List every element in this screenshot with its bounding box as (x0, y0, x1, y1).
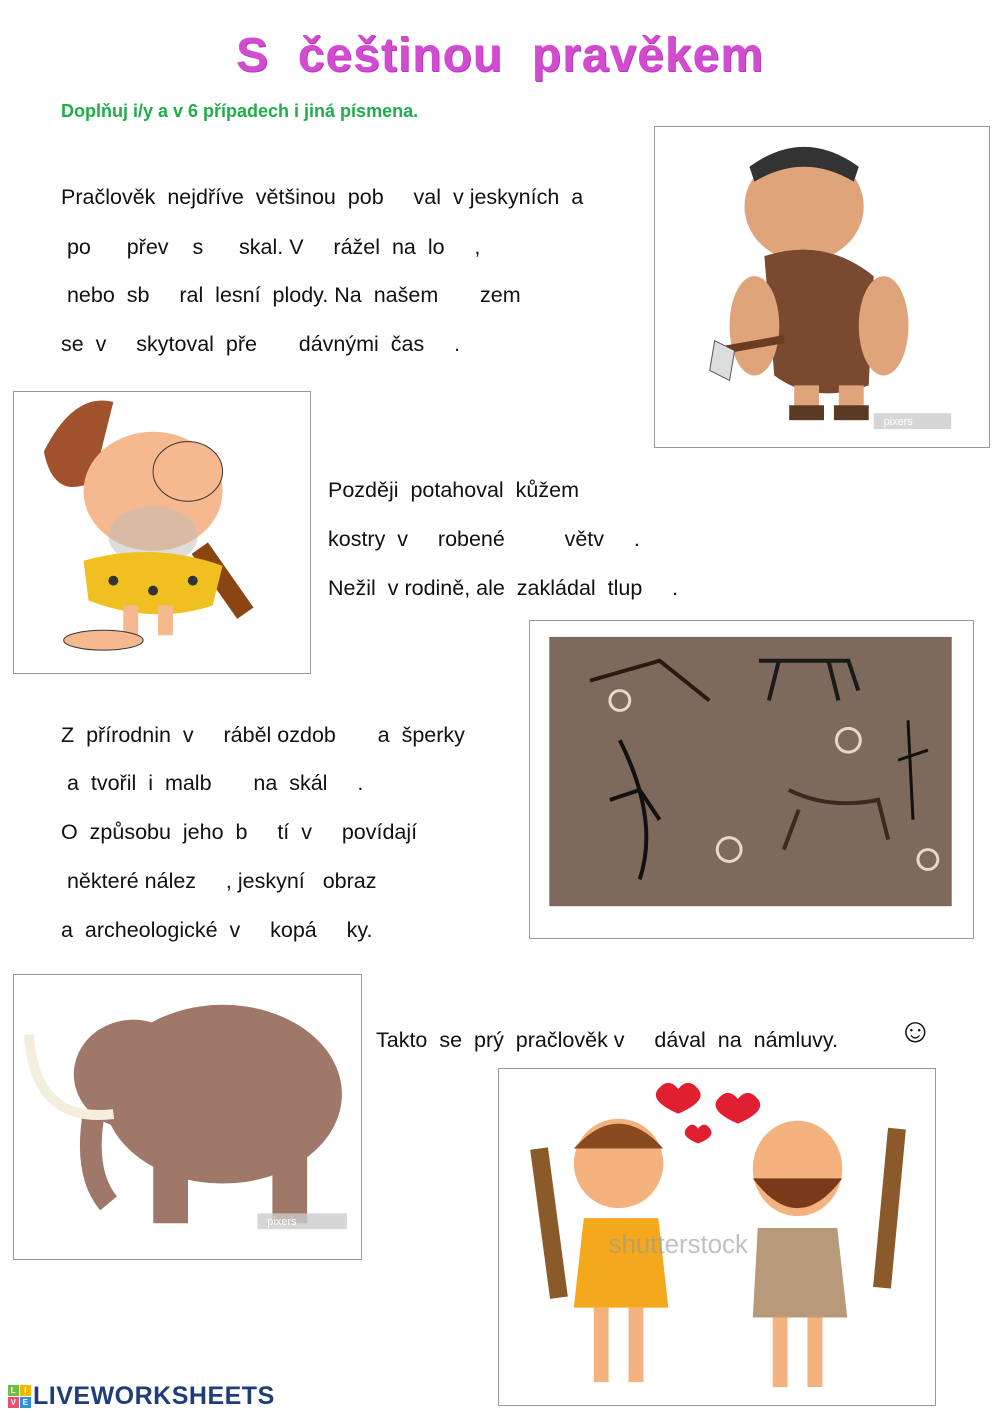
logo-mark-icon: L I V E (8, 1385, 31, 1408)
text-line: se v skytoval pře dávnými čas . (61, 332, 461, 356)
text-line: Z přírodnin v ráběl ozdob a šperky (61, 723, 465, 747)
watermark: pixers (267, 1216, 297, 1229)
text-line: a tvořil i malb na skál . (61, 771, 364, 795)
liveworksheets-logo (8, 1382, 275, 1411)
text-line: Pračlověk nejdříve většinou pob val v jeskyních a (61, 185, 584, 209)
cave-couple-image (498, 1068, 936, 1406)
caveman-club-image (13, 391, 311, 674)
text-line: Nežil v rodině, ale zakládal tlup . (328, 576, 679, 600)
text-line: po přev s skal. V rážel na lo , (61, 235, 481, 259)
cave-painting-image (529, 620, 974, 939)
text-line: nebo sb ral lesní plody. Na našem zem (61, 283, 521, 307)
text-line: některé nález , jeskyní obraz (61, 869, 377, 893)
text-line: kostry v robené větv . (328, 527, 640, 551)
closing-line: Takto se prý pračlověk v dával na námluvy. (376, 1028, 839, 1052)
mammoth-image (13, 974, 362, 1260)
text-line: O způsobu jeho b tí v povídají (61, 820, 418, 844)
watermark: shutterstock (608, 1230, 748, 1259)
page-title: S češtinou pravěkem (236, 29, 764, 82)
watermark: pixers (883, 416, 913, 429)
smiley-icon: ☺ (898, 1012, 933, 1050)
logo-text: LIVEWORKSHEETS (33, 1382, 275, 1410)
caveman-axe-image (654, 126, 990, 448)
text-line: Později potahoval kůžem (328, 478, 579, 502)
text-line: a archeologické v kopá ky. (61, 918, 373, 942)
instruction: Doplňuj i/y a v 6 případech i jiná písmena. (61, 101, 419, 121)
